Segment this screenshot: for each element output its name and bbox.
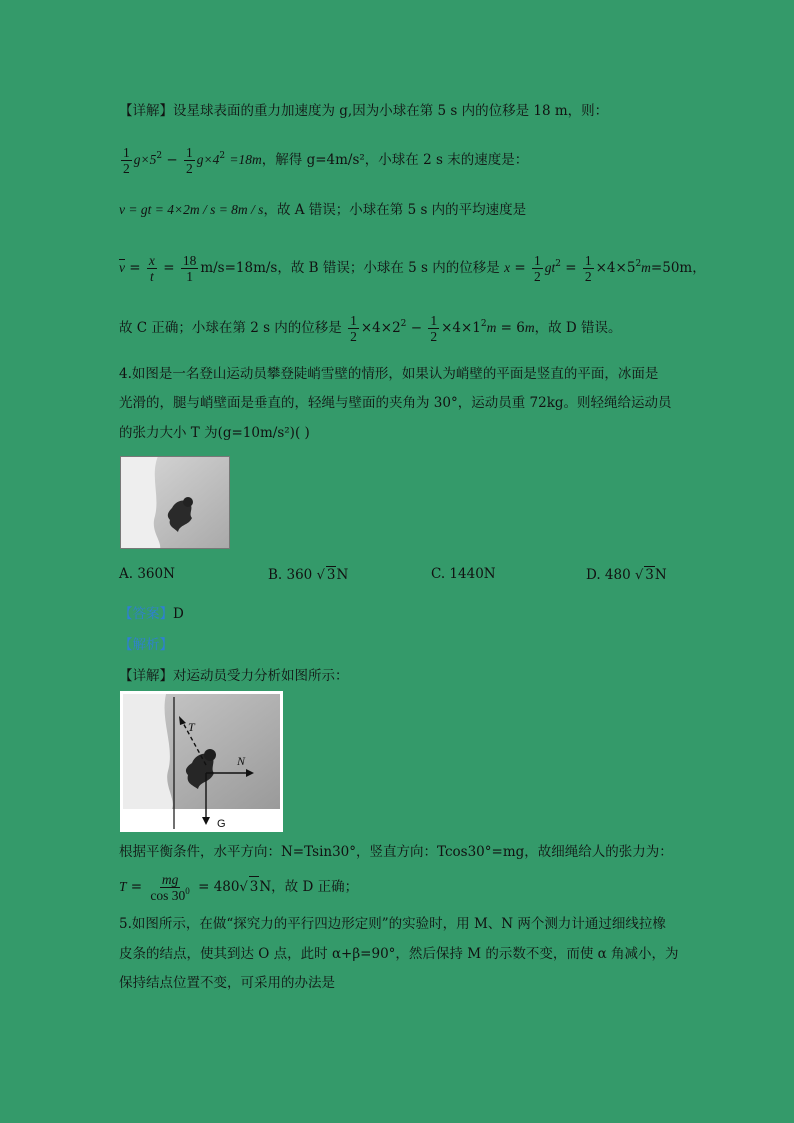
answer-row: 【答案】D xyxy=(119,606,184,622)
equation-3: $\overline{v}$ = $\frac{x}{t}$ = $\frac{18}{1}$ m/s=18m/s，故 B 错误；小球在 5 s 内的位移是 x = $\frac{1}{2}$ $gt^2$ = $\frac{1}{2}$ $\times 4\times 5^2m=50m$， xyxy=(119,253,706,284)
q4-detail-intro: 【详解】对运动员受力分析如图所示： xyxy=(119,668,349,684)
equation-2: v = gt = 4×2m / s = 8m / s，故 A 错误；小球在第 5 s 内的平均速度是 xyxy=(119,202,527,218)
result-equation: T = $\frac{mg}{\cos 30^0}$ = 480√ 3N，故 D 正确； xyxy=(119,872,359,903)
tension-label: T xyxy=(188,720,195,734)
equation-1: $\frac{1}{2}$ $g\times 5^2$ − $\frac{1}{2}$ $g\times 4^2 =18m$，解得 g=4m/s²，小球在 2 s 末的速度是： xyxy=(123,145,529,176)
option-c[interactable]: C. 1440N xyxy=(431,566,496,582)
normal-force-label: N xyxy=(237,754,246,768)
balance-text: 根据平衡条件，水平方向：N=Tsin30°，竖直方向：Tcos30°=mg，故细绳给人的张力为： xyxy=(119,844,673,860)
q4-text-line-3: 的张力大小 T 为(g=10m/s²)( ) xyxy=(119,425,310,441)
gravity-label: G xyxy=(217,818,226,830)
equation-4: 故 C 正确；小球在第 2 s 内的位移是 $\frac{1}{2}$ $\times 4\times 2^2$ − $\frac{1}{2}$ $\times 4\times 1^2m = 6m$，故 D 错误。 xyxy=(119,313,622,344)
analysis-label: 【解析】 xyxy=(119,637,173,653)
option-b[interactable]: B. 360 √ 3N xyxy=(268,567,349,583)
q5-text-line-2: 皮条的结点，使其到达 O 点，此时 α+β=90°，然后保持 M 的示数不变，而使 α 角减小，为 xyxy=(119,946,679,962)
q5-text-line-3: 保持结点位置不变，可采用的办法是 xyxy=(119,975,335,991)
q4-text-line-1: 4.如图是一名登山运动员攀登陡峭雪壁的情形，如果认为峭壁的平面是竖直的平面，冰面是 xyxy=(119,366,659,382)
detail-intro: 【详解】设星球表面的重力加速度为 g,因为小球在第 5 s 内的位移是 18 m，则： xyxy=(119,103,609,119)
q5-text-line-1: 5.如图所示，在做“探究力的平行四边形定则”的实验时，用 M、N 两个测力计通过细线拉橡 xyxy=(119,916,666,932)
option-a[interactable]: A. 360N xyxy=(119,566,175,582)
climber-photo xyxy=(120,456,230,549)
q4-text-line-2: 光滑的，腿与峭壁面是垂直的，轻绳与壁面的夹角为 30°，运动员重 72kg。则轻绳给运动员 xyxy=(119,395,672,411)
force-diagram xyxy=(120,691,283,832)
option-d[interactable]: D. 480 √ 3N xyxy=(586,567,667,583)
